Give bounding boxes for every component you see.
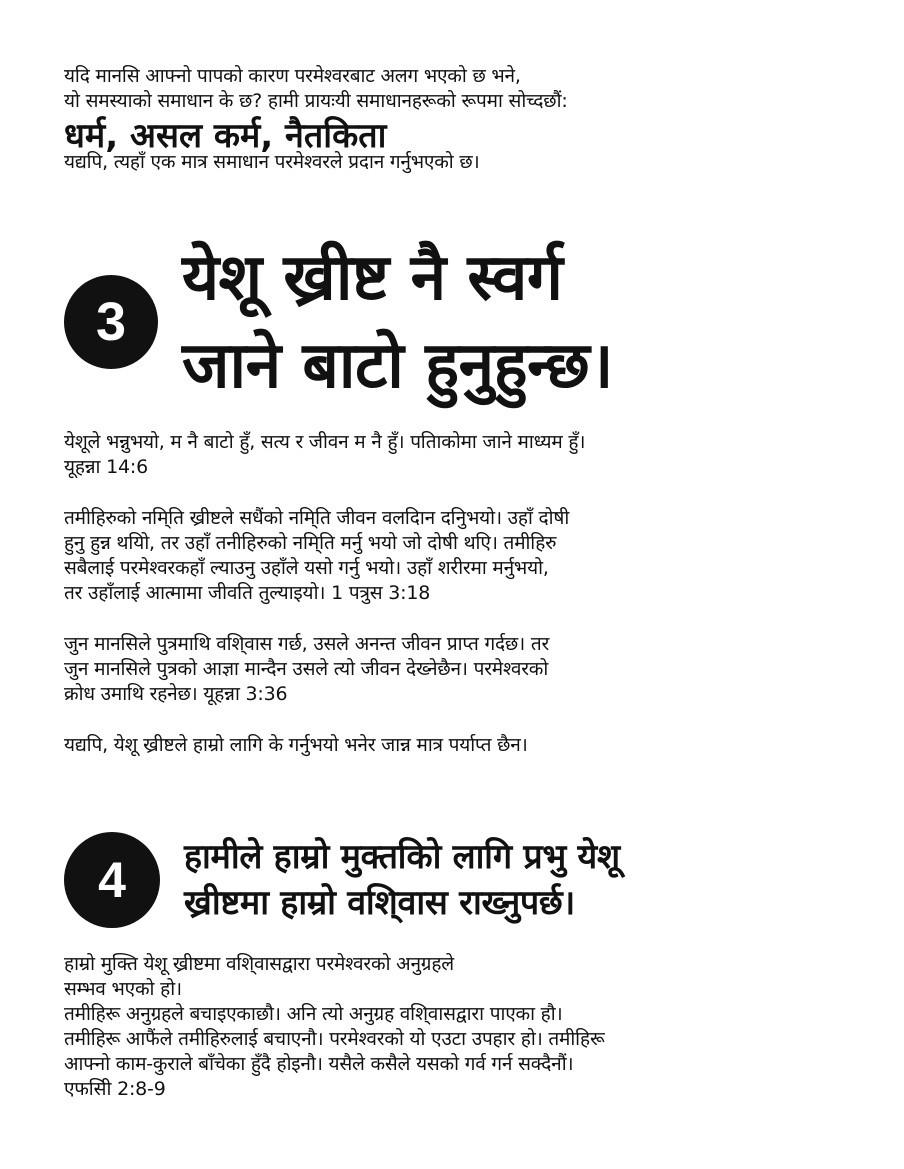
step-title-line: येशू ख्रीष्ट नै स्वर्ग — [182, 241, 563, 315]
step-3-verses — [64, 430, 585, 758]
verse-line: तर उहाँलाई आत्मामा जीवति तुल्याइयो। 1 पत्रुस 3:18 — [64, 582, 431, 604]
verse-line: यद्यपि, येशू ख्रीष्टले हाम्रो लागि के गर्नुभयो भनेर जान्न मात्र पर्याप्त छैन। — [64, 734, 528, 756]
verse-paragraph — [64, 506, 585, 606]
intro-line: यो समस्याको समाधान के छ? हामी प्रायःयी समाधानहरूको रूपमा सोच्दछौं: — [64, 90, 568, 112]
intro-section — [64, 64, 568, 175]
intro-line: यदि मानसि आफ्नो पापको कारण परमेश्वरबाट अलग भएको छ भने, — [64, 65, 521, 87]
intro-closing: यद्यपि, त्यहाँ एक मात्र समाधान परमेश्वरले प्रदान गर्नुभएको छ। — [64, 151, 480, 173]
step-3-block — [64, 234, 613, 410]
step-4-verses — [64, 952, 605, 1102]
verse-line: हुनु हुन्न थयिो, तर उहाँ तनीहिरुको नमि्ति मर्नु भयो जो दोषी थएि। तमीहिरु — [64, 532, 557, 554]
step-number-badge: 3 — [64, 275, 158, 369]
verse-line: तमीहिरू आफैंले तमीहिरुलाई बचाएनौ। परमेश्वरको यो एउटा उपहार हो। तमीहिरू — [64, 1028, 605, 1050]
step-3-title — [182, 234, 613, 410]
verse-line: यूहन्ना 14:6 — [64, 456, 148, 478]
verse-line: एफसिी 2:8-9 — [64, 1078, 166, 1100]
verse-paragraph — [64, 632, 585, 707]
verse-line: जुन मानसिले पुत्रको आज्ञा मान्दैन उसले त्यो जीवन देख्नेछैन। परमेश्वरको — [64, 658, 549, 680]
verse-line: आफ्नो काम-कुराले बाँचेका हुँदै होइनौ। यसैले कसैले यसको गर्व गर्न सक्दैनौं। — [64, 1053, 574, 1075]
verse-line: येशूले भन्नुभयो, म नै बाटो हुँ, सत्य र जीवन म नै हुँ। पतिाकोमा जाने माध्यम हुँ। — [64, 431, 586, 453]
step-4-block — [64, 832, 620, 928]
verse-line: सबैलाई परमेश्वरकहाँ ल्याउनु उहाँले यसो गर्नु भयो। उहाँ शरीरमा मर्नुभयो, — [64, 557, 549, 579]
step-title-line: ख्रीष्टमा हाम्रो वशि्वास राख्नुपर्छ। — [184, 883, 576, 923]
verse-paragraph — [64, 430, 585, 480]
verse-line: सम्भव भएको हो। — [64, 978, 182, 1000]
step-number-badge: 4 — [64, 832, 160, 928]
intro-highlight: धर्म, असल कर्म, नैतकिता — [64, 116, 387, 156]
verse-paragraph — [64, 952, 605, 1102]
step-title-line: जाने बाटो हुनुहुन्छ। — [182, 329, 614, 403]
verse-line: क्रोध उमाथि रहनेछ। यूहन्ना 3:36 — [64, 683, 288, 705]
verse-line: तमीहिरू अनुग्रहले बचाइएकाछौ। अनि त्यो अनुग्रह वशि्वासद्वारा पाएका हौ। — [64, 1003, 563, 1025]
verse-paragraph — [64, 733, 585, 758]
step-title-line: हामीले हाम्रो मुक्तकिो लागि प्रभु येशू — [184, 837, 620, 877]
step-4-title — [184, 834, 620, 926]
verse-line: हाम्रो मुक्ति येशू ख्रीष्टमा वशि्वासद्वारा परमेश्वरको अनुग्रहले — [64, 953, 454, 975]
verse-line: तमीहिरुको नमि्ति ख्रीष्टले सधैंको नमि्ति जीवन वलदिान दनिुभयो। उहाँ दोषी — [64, 507, 570, 529]
verse-line: जुन मानसिले पुत्रमाथि वशि्वास गर्छ, उसले अनन्त जीवन प्राप्त गर्दछ। तर — [64, 633, 550, 655]
intro-paragraph — [64, 64, 568, 114]
